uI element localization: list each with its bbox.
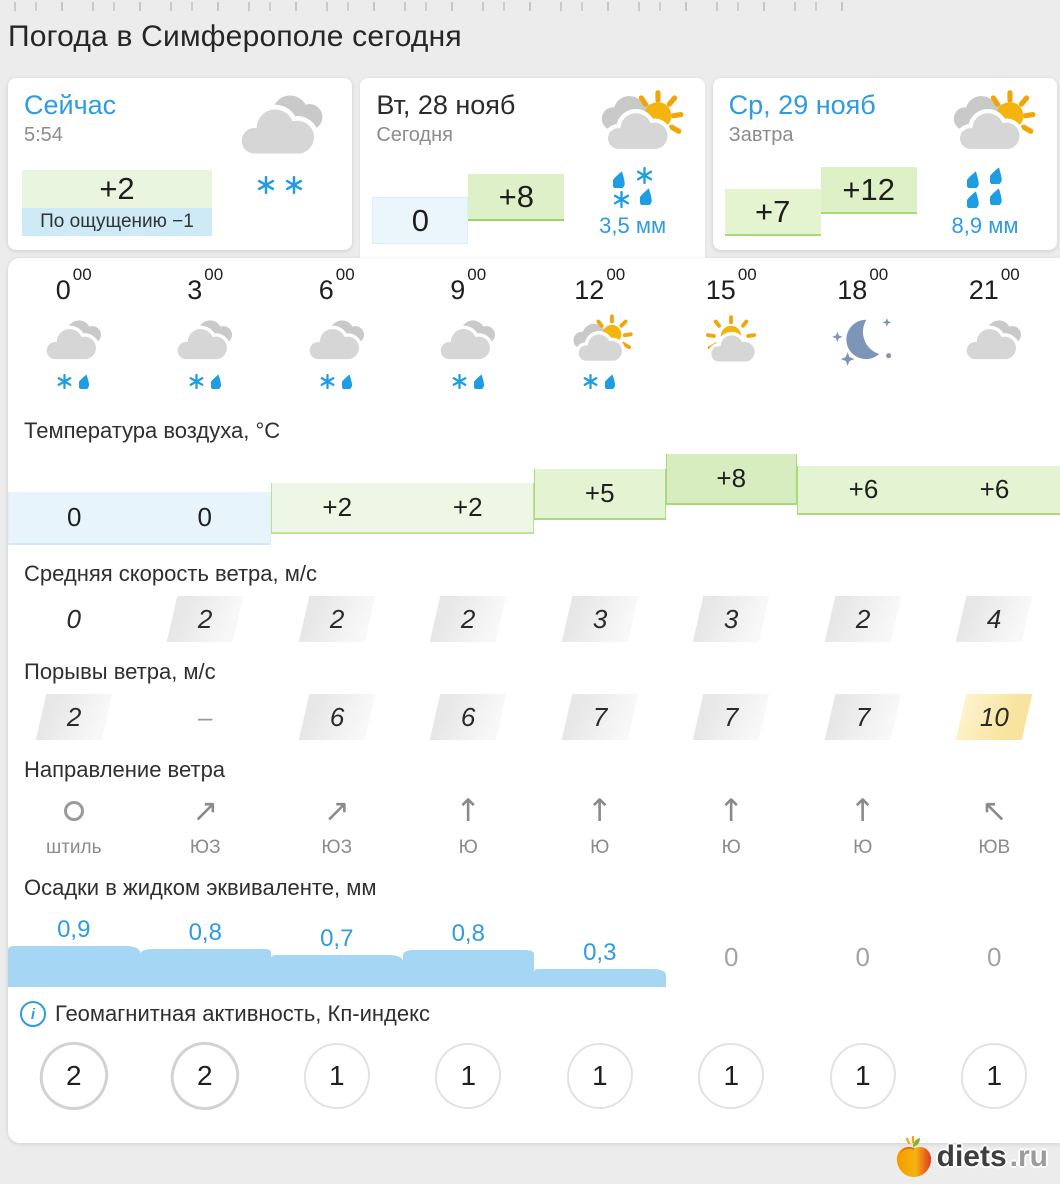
wind-avg-value: 0 bbox=[67, 604, 81, 635]
tomorrow-max-temp: +12 bbox=[821, 167, 917, 214]
wind-avg-row bbox=[8, 593, 1060, 645]
temp-block: +8 bbox=[666, 454, 798, 505]
feels-like-label: По ощущению −1 bbox=[22, 208, 212, 236]
snowflake-icon bbox=[320, 374, 335, 389]
temp-block: +2 +2 bbox=[271, 483, 534, 534]
snowflake-icon bbox=[189, 374, 204, 389]
wind-gust-chip: 2 bbox=[35, 694, 112, 740]
wind-dir-name: ЮВ bbox=[978, 837, 1010, 859]
snowflake-icon bbox=[257, 176, 275, 194]
precip-section-label: Осадки в жидком эквиваленте, мм bbox=[24, 875, 1060, 901]
card-tomorrow[interactable] bbox=[713, 78, 1057, 250]
hourly-forecast-panel bbox=[8, 258, 1060, 1143]
precip-bar bbox=[534, 969, 666, 987]
wind-gust-chip: 7 bbox=[693, 694, 770, 740]
wind-arrow-icon: ↑ bbox=[718, 796, 744, 827]
today-min-temp: 0 bbox=[372, 197, 468, 244]
wind-gust-chip-warning: 10 bbox=[956, 694, 1033, 740]
wind-avg-chip: 4 bbox=[956, 596, 1033, 642]
hour-label: $15^{00}$ bbox=[666, 274, 798, 306]
hour-label: $12^{00}$ bbox=[534, 274, 666, 306]
kp-section-label: Геомагнитная активность, Кп-индекс bbox=[55, 1001, 430, 1027]
card-today-title: Вт, 28 нояб bbox=[376, 90, 688, 121]
sun-cloud-sleet-icon bbox=[573, 88, 693, 239]
wind-gust-chip: 7 bbox=[824, 694, 901, 740]
wind-dir-arrows bbox=[8, 791, 1060, 831]
snowflake-icon bbox=[636, 167, 653, 184]
raindrop-icon bbox=[79, 374, 90, 389]
page-title: Погода в Симферополе сегодня bbox=[8, 20, 1052, 54]
current-temperature: +2 bbox=[22, 170, 212, 208]
cloud-sleet-icon bbox=[140, 314, 272, 404]
temp-block: +5 bbox=[534, 469, 666, 520]
kp-value: 1 bbox=[830, 1043, 896, 1109]
raindrop-icon bbox=[990, 167, 1003, 184]
wind-arrow-icon: ↗ bbox=[324, 796, 350, 827]
hour-label: $9^{00}$ bbox=[403, 274, 535, 306]
precip-column: 0 bbox=[797, 905, 929, 987]
kp-value: 2 bbox=[35, 1038, 112, 1115]
precip-column: 0,9 bbox=[8, 905, 140, 987]
wind-avg-chip: 2 bbox=[167, 596, 244, 642]
kp-index-row bbox=[8, 1035, 1060, 1117]
today-max-temp: +8 bbox=[468, 174, 564, 221]
wind-dir-name: Ю bbox=[722, 837, 741, 859]
wind-avg-chip: 3 bbox=[693, 596, 770, 642]
raindrop-icon bbox=[967, 191, 980, 208]
cloud-sleet-icon bbox=[271, 314, 403, 404]
wind-avg-chip: 2 bbox=[430, 596, 507, 642]
moon-stars-icon bbox=[797, 314, 929, 404]
wind-dir-section-label: Направление ветра bbox=[24, 757, 1060, 783]
today-precip-amount: 3,5 мм bbox=[573, 213, 693, 239]
temp-block: 0 0 bbox=[8, 492, 271, 545]
weather-page bbox=[0, 2, 1060, 1184]
wind-avg-chip: 2 bbox=[298, 596, 375, 642]
precip-bar bbox=[271, 955, 403, 987]
precip-bar-chart bbox=[8, 905, 1060, 987]
wind-gust-section-label: Порывы ветра, м/с bbox=[24, 659, 1060, 685]
card-now[interactable] bbox=[8, 78, 352, 250]
day-cards bbox=[8, 78, 1057, 250]
cloudy-icon bbox=[929, 314, 1060, 404]
snowflake-icon bbox=[285, 176, 303, 194]
hour-label: $21^{00}$ bbox=[929, 274, 1060, 306]
wind-avg-chip: 2 bbox=[824, 596, 901, 642]
tomorrow-precip-amount: 8,9 мм bbox=[925, 213, 1045, 239]
card-now-time: 5:54 bbox=[24, 124, 336, 147]
clipped-header-text bbox=[14, 2, 844, 11]
raindrop-icon bbox=[613, 171, 626, 188]
kp-value: 1 bbox=[698, 1043, 764, 1109]
wind-arrow-icon: ↗ bbox=[192, 796, 218, 827]
snowflake-icon bbox=[613, 191, 630, 208]
wind-gust-row bbox=[8, 691, 1060, 743]
raindrop-icon bbox=[474, 374, 485, 389]
wind-avg-section-label: Средняя скорость ветра, м/с bbox=[24, 561, 1060, 587]
kp-value: 1 bbox=[435, 1043, 501, 1109]
wind-dir-name: Ю bbox=[853, 837, 872, 859]
precip-column: 0 bbox=[929, 905, 1060, 987]
precip-column: 0,7 bbox=[271, 905, 403, 987]
card-tomorrow-subtitle: Завтра bbox=[729, 124, 1041, 147]
wind-dir-name: Ю bbox=[590, 837, 609, 859]
wind-arrow-icon: ↑ bbox=[850, 796, 876, 827]
hour-label: $0^{00}$ bbox=[8, 274, 140, 306]
kp-value: 1 bbox=[567, 1043, 633, 1109]
wind-arrow-icon: ↖ bbox=[981, 796, 1007, 827]
wind-avg-chip: 3 bbox=[561, 596, 638, 642]
apple-logo-icon bbox=[894, 1136, 934, 1178]
cloud-snow-icon bbox=[220, 88, 340, 195]
kp-value: 1 bbox=[961, 1043, 1027, 1109]
cloud-sleet-icon bbox=[403, 314, 535, 404]
hour-label: $18^{00}$ bbox=[797, 274, 929, 306]
raindrop-icon bbox=[967, 171, 980, 188]
precip-column: 0,8 bbox=[403, 905, 535, 987]
snowflake-icon bbox=[57, 374, 72, 389]
sun-cloud-icon bbox=[666, 314, 798, 404]
sun-cloud-rain-icon bbox=[925, 88, 1045, 239]
wind-dir-name: ЮЗ bbox=[321, 837, 352, 859]
kp-section-header bbox=[20, 1001, 1060, 1027]
hour-label: $6^{00}$ bbox=[271, 274, 403, 306]
brand-suffix: .ru bbox=[1010, 1140, 1048, 1174]
sun-cloud-sleet-icon bbox=[534, 314, 666, 404]
raindrop-icon bbox=[605, 374, 616, 389]
precip-bar bbox=[403, 950, 535, 987]
hour-icons-row bbox=[8, 314, 1060, 404]
temp-block: +6 +6 bbox=[797, 466, 1060, 515]
snowflake-icon bbox=[452, 374, 467, 389]
snowflake-icon bbox=[583, 374, 598, 389]
temperature-step-chart bbox=[8, 452, 1060, 547]
wind-arrow-icon: ↑ bbox=[455, 796, 481, 827]
wind-gust-chip: 6 bbox=[298, 694, 375, 740]
raindrop-icon bbox=[211, 374, 222, 389]
wind-gust-missing: – bbox=[198, 702, 212, 733]
wind-dir-names bbox=[8, 835, 1060, 861]
wind-gust-chip: 7 bbox=[561, 694, 638, 740]
card-today[interactable] bbox=[360, 78, 704, 258]
brand-name: diets bbox=[937, 1140, 1007, 1174]
wind-gust-chip: 6 bbox=[430, 694, 507, 740]
precip-bar bbox=[8, 946, 140, 987]
raindrop-icon bbox=[342, 374, 353, 389]
card-today-subtitle: Сегодня bbox=[376, 124, 688, 147]
card-now-title: Сейчас bbox=[24, 90, 336, 121]
raindrop-icon bbox=[640, 188, 653, 205]
precip-column: 0 bbox=[666, 905, 798, 987]
precip-bar bbox=[140, 949, 272, 987]
tomorrow-min-temp: +7 bbox=[725, 189, 821, 236]
precip-column: 0,3 bbox=[534, 905, 666, 987]
info-icon[interactable]: i bbox=[20, 1001, 46, 1027]
hours-row bbox=[8, 274, 1060, 306]
kp-value: 2 bbox=[167, 1038, 244, 1115]
wind-arrow-icon: ↑ bbox=[587, 796, 613, 827]
wind-dir-name: ЮЗ bbox=[190, 837, 221, 859]
precip-column: 0,8 bbox=[140, 905, 272, 987]
kp-value: 1 bbox=[304, 1043, 370, 1109]
cloud-sleet-icon bbox=[8, 314, 140, 404]
diets-ru-logo[interactable] bbox=[894, 1136, 1048, 1178]
raindrop-icon bbox=[990, 188, 1003, 205]
hour-label: $3^{00}$ bbox=[140, 274, 272, 306]
wind-dir-name: Ю bbox=[459, 837, 478, 859]
wind-dir-name: штиль bbox=[46, 837, 102, 859]
card-tomorrow-title: Ср, 29 нояб bbox=[729, 90, 1041, 121]
calm-icon bbox=[64, 801, 84, 821]
temperature-section-label: Температура воздуха, °C bbox=[24, 418, 1060, 444]
